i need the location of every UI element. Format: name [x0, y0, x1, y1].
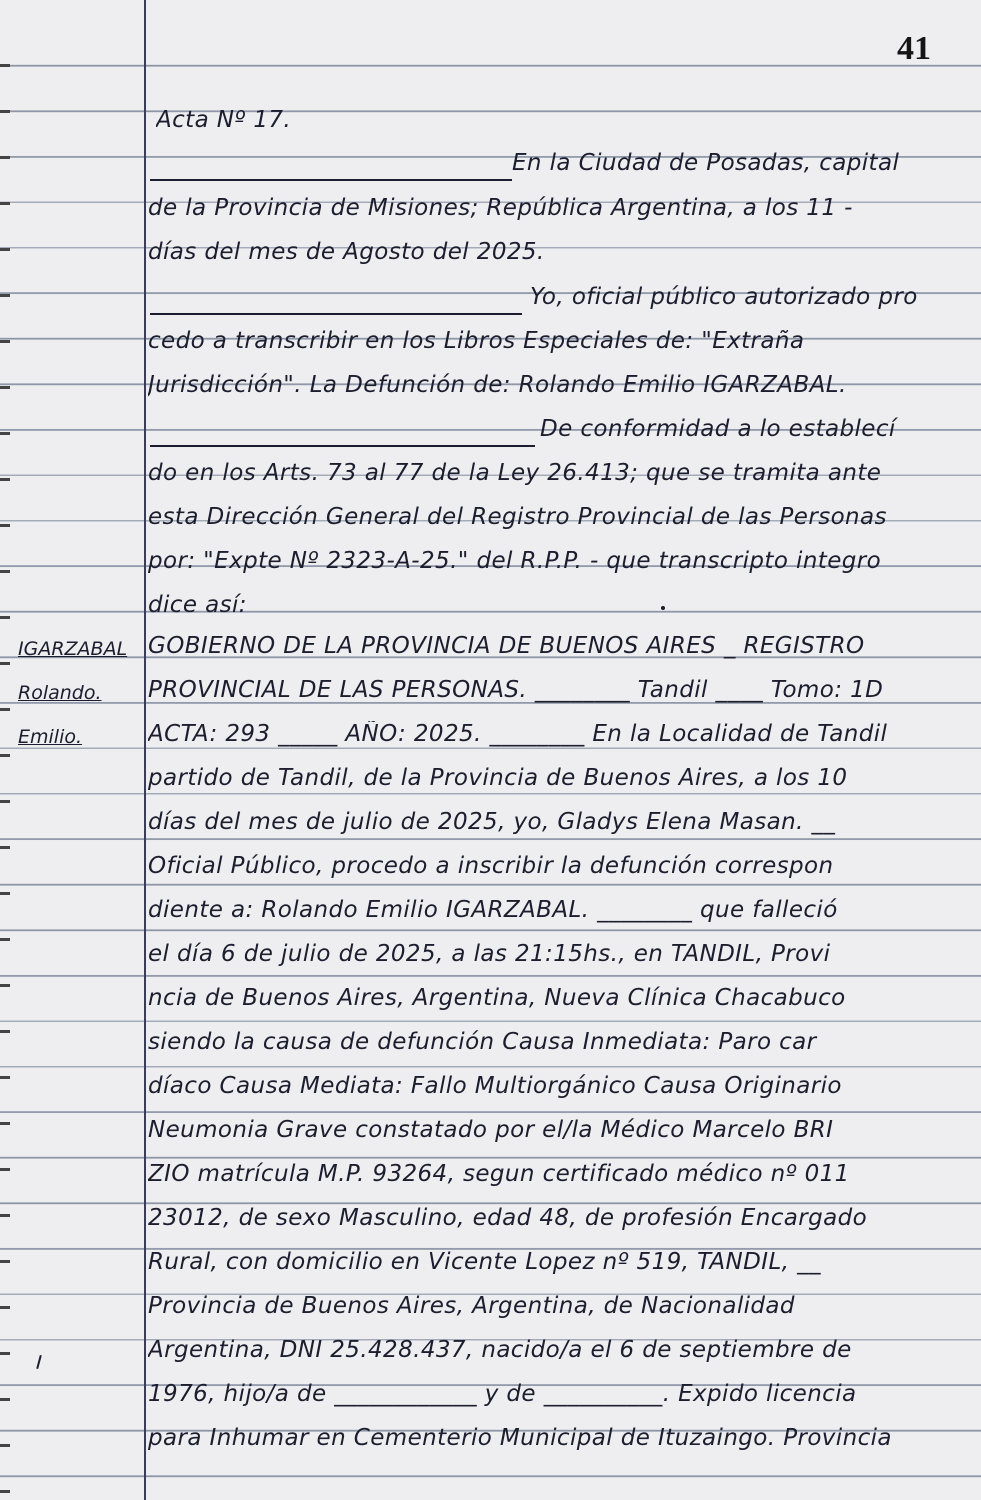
text-line: ZIO matrícula M.P. 93264, segun certificado médico nº 011	[148, 1161, 850, 1187]
fill-stroke	[150, 445, 535, 447]
text-line: de la Provincia de Misiones; República Argentina, a los 11 -	[148, 195, 853, 221]
line-22	[0, 1022, 981, 1067]
text-line: Acta Nº 17.	[156, 107, 292, 133]
line-11	[0, 541, 981, 586]
line-4	[0, 232, 981, 277]
line-3	[0, 188, 981, 233]
text-line: Neumonia Grave constatado por el/la Médico Marcelo BRI	[148, 1117, 834, 1143]
margin-note-middle-name: Emilio.	[18, 726, 83, 748]
line-2	[0, 143, 981, 188]
text-line: ACTA: 293 _____ AÑO: 2025. ________ En la Localidad de Tandil	[148, 721, 888, 747]
text-line: 1976, hijo/a de ____________ y de __________. Expido licencia	[148, 1381, 857, 1407]
line-6	[0, 321, 981, 366]
line-26	[0, 1198, 981, 1243]
text-line: esta Dirección General del Registro Provincial de las Personas	[148, 504, 887, 530]
line-20	[0, 934, 981, 979]
text-line: Oficial Público, procedo a inscribir la defunción correspon	[148, 853, 834, 879]
line-27	[0, 1242, 981, 1287]
line-10	[0, 497, 981, 542]
text-line: díaco Causa Mediata: Fallo Multiorgánico Causa Originario	[148, 1073, 842, 1099]
text-line: En la Ciudad de Posadas, capital	[512, 150, 900, 176]
line-15	[0, 714, 981, 759]
text-line: para Inhumar en Cementerio Municipal de Ituzaingo. Provincia	[148, 1425, 892, 1451]
text-line: PROVINCIAL DE LAS PERSONAS. ________ Tandil ____ Tomo: 1D	[148, 677, 884, 703]
text-line: diente a: Rolando Emilio IGARZABAL. ________ que falleció	[148, 897, 838, 923]
text-line: De conformidad a lo establecí	[540, 416, 896, 442]
text-line: siendo la causa de defunción Causa Inmediata: Paro car	[148, 1029, 817, 1055]
fill-stroke	[150, 313, 522, 315]
line-9	[0, 453, 981, 498]
line-23	[0, 1066, 981, 1111]
line-1	[0, 100, 981, 145]
text-line: Yo, oficial público autorizado pro	[530, 284, 918, 310]
text-line: Provincia de Buenos Aires, Argentina, de Nacionalidad	[148, 1293, 795, 1319]
line-19	[0, 890, 981, 935]
text-line: do en los Arts. 73 al 77 de la Ley 26.413; que se tramita ante	[148, 460, 882, 486]
line-16	[0, 758, 981, 803]
text-line: ncia de Buenos Aires, Argentina, Nueva Clínica Chacabuco	[148, 985, 846, 1011]
text-line: días del mes de julio de 2025, yo, Gladys Elena Masan. __	[148, 809, 836, 835]
text-line: Jurisdicción". La Defunción de: Rolando Emilio IGARZABAL.	[148, 372, 847, 398]
line-25	[0, 1154, 981, 1199]
text-line: 23012, de sexo Masculino, edad 48, de profesión Encargado	[148, 1205, 868, 1231]
line-21	[0, 978, 981, 1023]
line-29	[0, 1330, 981, 1375]
fill-stroke	[150, 179, 512, 181]
text-line: cedo a transcribir en los Libros Especiales de: "Extraña	[148, 328, 805, 354]
line-24	[0, 1110, 981, 1155]
line-13	[0, 626, 981, 671]
line-17	[0, 802, 981, 847]
text-line: Argentina, DNI 25.428.437, nacido/a el 6 de septiembre de	[148, 1337, 852, 1363]
text-line: dice así:	[148, 592, 247, 618]
text-line: GOBIERNO DE LA PROVINCIA DE BUENOS AIRES _ REGISTRO	[148, 633, 865, 659]
line-5	[0, 277, 981, 322]
margin-note-first-name: Rolando.	[18, 682, 102, 704]
page-number: 41	[897, 30, 931, 67]
line-28	[0, 1286, 981, 1331]
line-31	[0, 1418, 981, 1463]
text-line: por: "Expte Nº 2323-A-25." del R.P.P. - que transcripto integro	[148, 548, 882, 574]
line-12	[0, 585, 981, 630]
line-14	[0, 670, 981, 715]
text-line: el día 6 de julio de 2025, a las 21:15hs., en TANDIL, Provi	[148, 941, 831, 967]
line-7	[0, 365, 981, 410]
margin-note-surname: IGARZABAL	[18, 638, 128, 660]
text-line: días del mes de Agosto del 2025.	[148, 239, 545, 265]
line-30	[0, 1374, 981, 1419]
line-8	[0, 409, 981, 454]
text-line: partido de Tandil, de la Provincia de Buenos Aires, a los 10	[148, 765, 848, 791]
text-line: Rural, con domicilio en Vicente Lopez nº 519, TANDIL, __	[148, 1249, 821, 1275]
line-18	[0, 846, 981, 891]
